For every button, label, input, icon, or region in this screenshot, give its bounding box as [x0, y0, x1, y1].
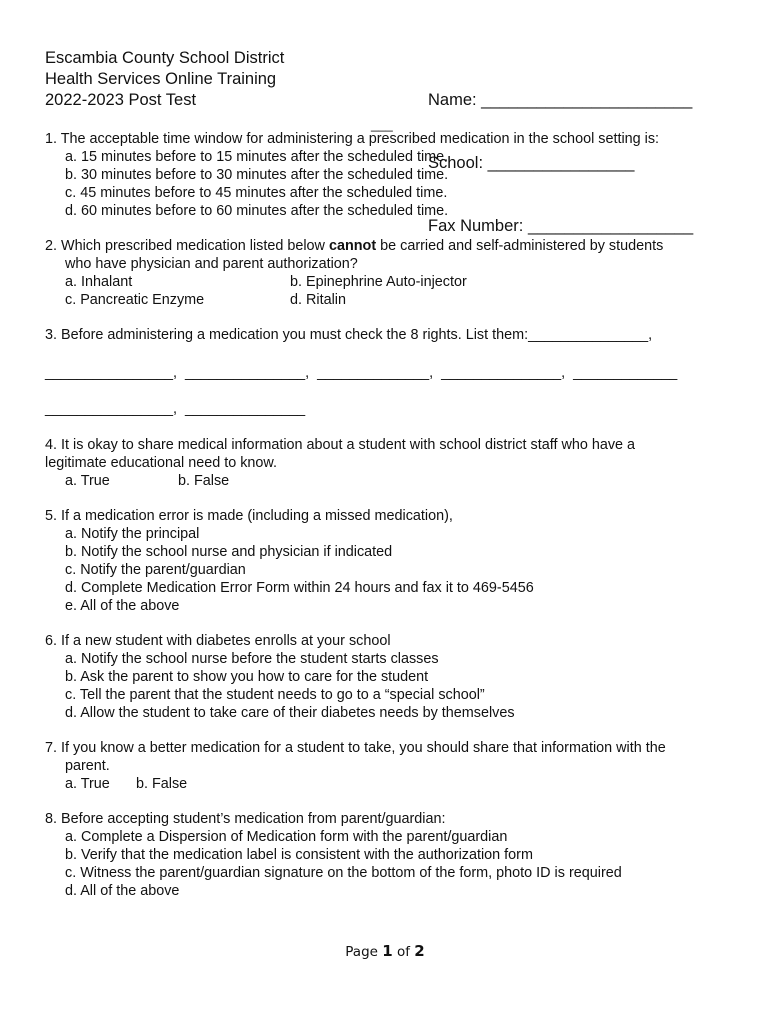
question-7-text-continued: parent. — [65, 758, 110, 774]
question-6-option-a: a. Notify the school nurse before the student starts classes — [65, 651, 439, 667]
question-3-text: 3. Before administering a medication you must check the 8 rights. List them:_______________, — [45, 327, 653, 343]
current-page-number: 1 — [382, 942, 393, 960]
question-4-option-b: b. False — [178, 473, 230, 489]
question-5-option-d: d. Complete Medication Error Form within 24 hours and fax it to 469-5456 — [65, 580, 534, 596]
name-field[interactable]: Name: _______________________ — [428, 91, 693, 109]
question-4-options — [45, 472, 745, 490]
question-8-option-d: d. All of the above — [65, 883, 180, 899]
stray-underline: ___ — [371, 117, 393, 132]
district-name: Escambia County School District — [45, 49, 285, 67]
question-1-option-a: a. 15 minutes before to 15 minutes after the scheduled time. — [65, 149, 449, 165]
question-7-option-a: a. True — [65, 776, 110, 792]
question-4-text-continued: legitimate educational need to know. — [45, 455, 278, 471]
question-2-options-row-1 — [45, 273, 745, 291]
question-8-option-a: a. Complete a Dispersion of Medication form with the parent/guardian — [65, 829, 508, 845]
question-5-option-c: c. Notify the parent/guardian — [65, 562, 246, 578]
question-1-text: 1. The acceptable time window for administering a prescribed medication in the school setting is: — [45, 131, 660, 147]
question-4-text: 4. It is okay to share medical information about a student with school district staff who have a — [45, 437, 636, 453]
question-1-option-b: b. 30 minutes before to 30 minutes after the scheduled time. — [65, 167, 449, 183]
question-8 — [45, 810, 745, 900]
question-2-text — [45, 237, 745, 255]
question-2-option-c: c. Pancreatic Enzyme — [65, 292, 205, 308]
question-7-option-b: b. False — [136, 776, 188, 792]
school-field[interactable]: School: ________________ — [428, 154, 635, 172]
question-2-options-row-2 — [45, 291, 745, 309]
test-title: 2022-2023 Post Test — [45, 91, 197, 109]
question-5 — [45, 507, 745, 615]
question-6 — [45, 632, 745, 722]
question-8-option-c: c. Witness the parent/guardian signature on the bottom of the form, photo ID is required — [65, 865, 622, 881]
fax-number-field[interactable]: Fax Number: __________________ — [428, 217, 694, 235]
of-word: of — [396, 944, 410, 960]
page-number-footer — [0, 942, 770, 961]
question-6-option-d: d. Allow the student to take care of their diabetes needs by themselves — [65, 705, 515, 721]
question-5-option-b: b. Notify the school nurse and physician if indicated — [65, 544, 393, 560]
question-6-option-b: b. Ask the parent to show you how to care for the student — [65, 669, 429, 685]
question-7-options — [45, 775, 745, 793]
question-4 — [45, 436, 745, 490]
question-8-text: 8. Before accepting student’s medication from parent/guardian: — [45, 811, 446, 827]
question-7 — [45, 739, 745, 793]
question-2-option-a: a. Inhalant — [65, 274, 133, 290]
question-2-emphasis: cannot — [328, 238, 377, 254]
question-2-text-continued: who have physician and parent authorization? — [65, 256, 358, 272]
questions-area — [45, 130, 745, 917]
question-5-option-a: a. Notify the principal — [65, 526, 200, 542]
question-3 — [45, 326, 745, 418]
question-2-text-start: 2. Which prescribed medication listed below — [45, 238, 329, 254]
question-5-text: 5. If a medication error is made (including a missed medication), — [45, 508, 453, 524]
question-6-text: 6. If a new student with diabetes enrolls at your school — [45, 633, 391, 649]
question-3-answer-blanks-1[interactable]: ________________, _______________, ______________, _______________, _____________ — [45, 365, 678, 381]
question-4-option-a: a. True — [65, 473, 110, 489]
question-8-option-b: b. Verify that the medication label is consistent with the authorization form — [65, 847, 533, 863]
total-page-number: 2 — [414, 942, 425, 960]
question-1 — [45, 130, 745, 220]
question-7-text: 7. If you know a better medication for a student to take, you should share that information with the — [45, 740, 666, 756]
question-2-text-end: be carried and self-administered by students — [376, 238, 664, 254]
header-district-block — [45, 48, 284, 111]
question-2-option-d: d. Ritalin — [290, 292, 346, 308]
question-6-option-c: c. Tell the parent that the student needs to go to a “special school” — [65, 687, 485, 703]
page-word: Page — [345, 944, 378, 960]
training-name: Health Services Online Training — [45, 70, 277, 88]
question-5-option-e: e. All of the above — [65, 598, 180, 614]
question-1-option-c: c. 45 minutes before to 45 minutes after the scheduled time. — [65, 185, 448, 201]
question-2 — [45, 237, 745, 309]
question-2-option-b: b. Epinephrine Auto-injector — [290, 274, 467, 290]
question-3-answer-blanks-2[interactable]: ________________, _______________ — [45, 401, 306, 417]
question-1-option-d: d. 60 minutes before to 60 minutes after the scheduled time. — [65, 203, 449, 219]
